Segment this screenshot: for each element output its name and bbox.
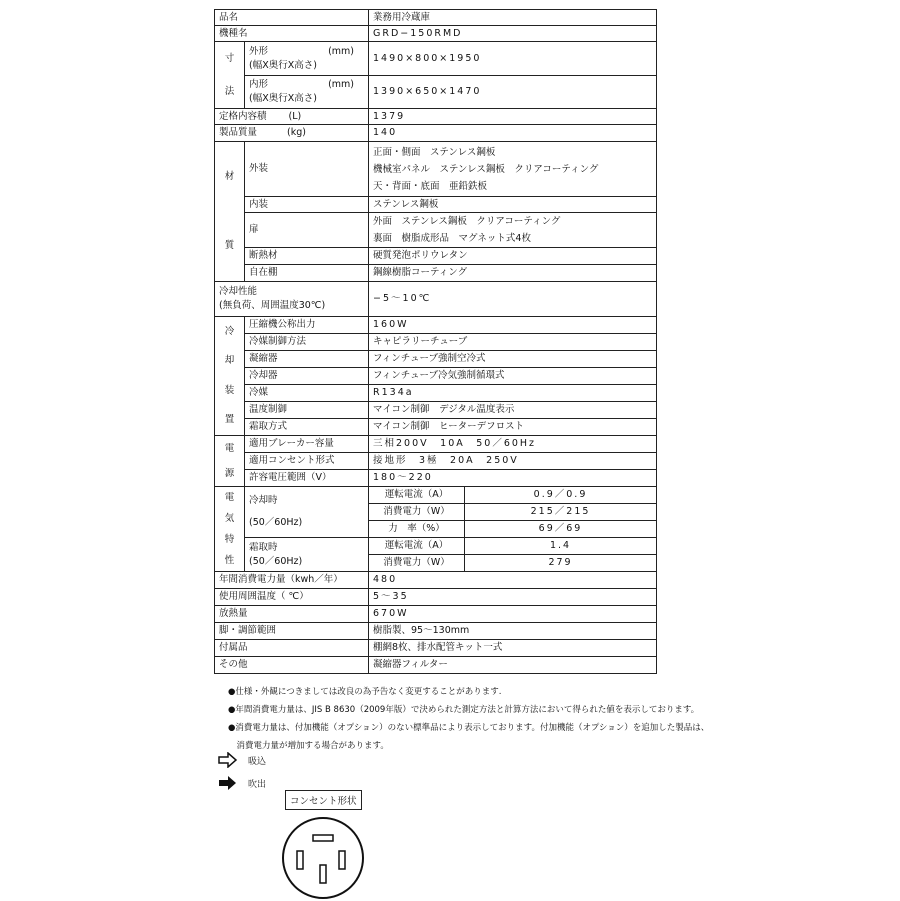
row-value: 1390×650×1470 [369,76,657,109]
table-row [215,470,657,487]
table-row [215,538,657,555]
table-row [215,10,657,26]
table-row [215,351,657,368]
sub-label: 運転電流（A） [369,538,465,555]
row-value: フィンチューブ冷気強制循環式 [369,368,657,385]
table-row [215,282,657,317]
row-label: 定格内容積 (L) [215,109,369,125]
row-label: 内装 [245,197,369,213]
outlet-label: コンセント形状 [285,790,362,810]
row-label: 使用周囲温度（ ℃） [215,589,369,606]
row-label: 適用コンセント形式 [245,453,369,470]
row-label: 適用ブレーカー容量 [245,436,369,453]
sub-label: 消費電力（W） [369,555,465,572]
row-value: キャピラリーチューブ [369,334,657,351]
note: ●消費電力量は、付加機能（オプション）のない標準品により表示しております。付加機能（オプション）を追加した製品は、 [228,723,710,733]
row-label: 圧縮機公称出力 [245,317,369,334]
row-label: 冷却性能 (無負荷、周囲温度30℃) [215,282,369,317]
note: 消費電力量が増加する場合があります。 [228,741,389,751]
row-label: 許容電圧範囲（V） [245,470,369,487]
outline-arrow-icon [218,752,238,768]
table-row [215,368,657,385]
row-value: 1490×800×1950 [369,42,657,76]
table-row [215,265,657,282]
row-value: フィンチューブ強制空冷式 [369,351,657,368]
row-value: 1379 [369,109,657,125]
table-row [215,109,657,125]
outlet-shape-icon [280,815,366,901]
table-row [215,213,657,248]
row-label: 温度制御 [245,402,369,419]
table-row [215,623,657,640]
group-label-electric: 電 気 特 性 [215,487,245,572]
table-row [215,419,657,436]
row-label: 扉 [245,213,369,248]
row-value: 樹脂製、95～130mm [369,623,657,640]
row-value: 鋼線樹脂コーティング [369,265,657,282]
group-label-sunpo: 寸 法 [215,42,245,109]
row-label: 凝縮器 [245,351,369,368]
table-row [215,640,657,657]
table-row [215,385,657,402]
row-label: 機種名 [215,26,369,42]
sub-value: 279 [465,555,657,572]
sub-value: 0.9／0.9 [465,487,657,504]
group-label-cooling-unit: 冷 却 装 置 [215,317,245,436]
sub-value: 69／69 [465,521,657,538]
row-value: 三相200V 10A 50／60Hz [369,436,657,453]
row-value: 正面・側面 ステンレス鋼板 機械室パネル ステンレス鋼板 クリアコーティング 天・背面・底面 亜鉛鉄板 [369,142,657,197]
row-value: GRD−150RMD [369,26,657,42]
table-row [215,125,657,142]
row-label: 製品質量 (kg) [215,125,369,142]
row-label: 外装 [245,142,369,197]
row-value: 140 [369,125,657,142]
row-value: 業務用冷蔵庫 [369,10,657,26]
row-label: 断熱材 [245,248,369,265]
sub-label: 運転電流（A） [369,487,465,504]
table-row [215,197,657,213]
row-label: その他 [215,657,369,674]
group-label-material: 材 質 [215,142,245,282]
table-row [215,42,657,76]
group-label-power: 電 源 [215,436,245,487]
row-value: 硬質発泡ポリウレタン [369,248,657,265]
table-row [215,248,657,265]
note: ●仕様・外観につきましては改良の為予告なく変更することがあります. [228,687,502,697]
row-value: −5～10℃ [369,282,657,317]
row-value: R134a [369,385,657,402]
table-row [215,453,657,470]
row-value: 接地形 3極 20A 250V [369,453,657,470]
row-value: ステンレス鋼板 [369,197,657,213]
sub-label: 消費電力（W） [369,504,465,521]
row-value: 670W [369,606,657,623]
row-label: 冷却時 (50／60Hz) [245,487,369,538]
row-label: 外形 (mm) (幅X奥行X高さ) [245,42,369,76]
row-label: 品名 [215,10,369,26]
table-row [215,436,657,453]
row-label: 放熱量 [215,606,369,623]
table-row [215,26,657,42]
row-value: 5～35 [369,589,657,606]
table-row [215,657,657,674]
row-label: 内形 (mm) (幅X奥行X高さ) [245,76,369,109]
notes [228,683,709,755]
row-label: 冷媒 [245,385,369,402]
sub-label: 力 率（%） [369,521,465,538]
legend-intake: 吸込 [218,752,266,768]
table-row [215,402,657,419]
row-label: 年間消費電力量（kwh／年） [215,572,369,589]
sub-value: 215／215 [465,504,657,521]
table-row [215,589,657,606]
table-row [215,572,657,589]
row-label: 冷媒制御方法 [245,334,369,351]
table-row [215,317,657,334]
row-value: 外面 ステンレス鋼板 クリアコーティング 裏面 樹脂成形品 マグネット式4枚 [369,213,657,248]
table-row [215,487,657,504]
filled-arrow-icon [218,775,238,791]
row-label: 自在棚 [245,265,369,282]
row-label: 霜取時 (50／60Hz) [245,538,369,572]
row-value: 160W [369,317,657,334]
note: ●年間消費電力量は、JIS B 8630（2009年版）で決められた測定方法と計算方法において得られた値を表示しております。 [228,705,700,715]
row-label: 冷却器 [245,368,369,385]
spec-table [214,9,657,674]
table-row [215,334,657,351]
table-row [215,606,657,623]
legend-exhaust: 吹出 [218,775,266,791]
row-label: 脚・調節範囲 [215,623,369,640]
row-value: 480 [369,572,657,589]
sub-value: 1.4 [465,538,657,555]
row-value: 180～220 [369,470,657,487]
row-value: 棚網8枚、排水配管キット一式 [369,640,657,657]
table-row [215,142,657,197]
row-value: マイコン制御 ヒーターデフロスト [369,419,657,436]
table-row [215,76,657,109]
row-value: 凝縮器フィルター [369,657,657,674]
row-value: マイコン制御 デジタル温度表示 [369,402,657,419]
row-label: 霜取方式 [245,419,369,436]
row-label: 付属品 [215,640,369,657]
